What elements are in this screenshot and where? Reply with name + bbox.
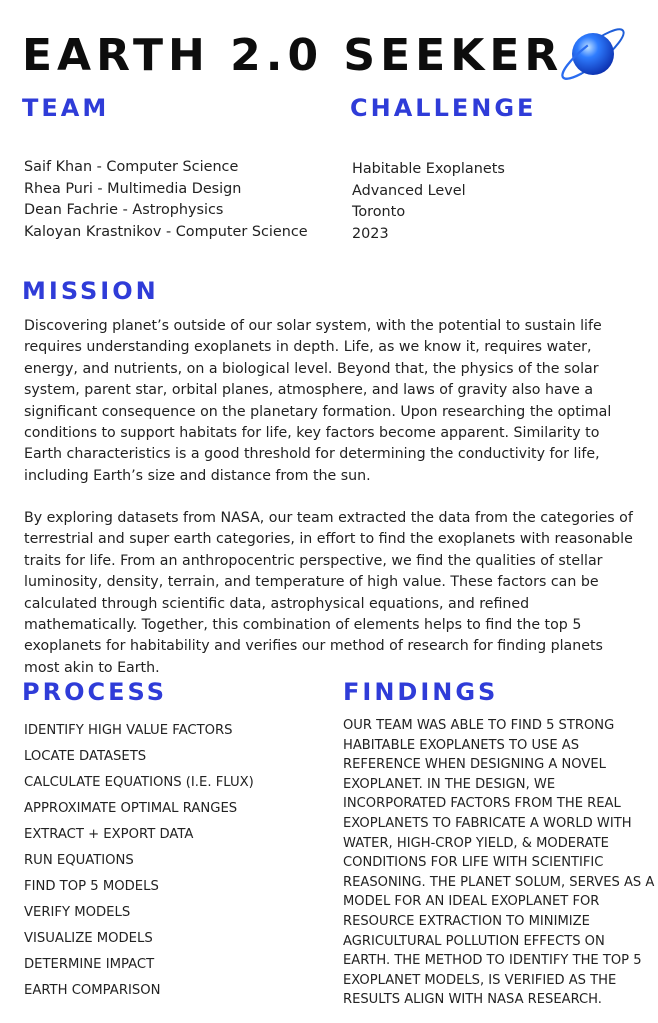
process-step: EARTH COMPARISON — [24, 983, 161, 998]
findings-heading: FINDINGS — [343, 678, 499, 706]
process-step: FIND TOP 5 MODELS — [24, 879, 159, 894]
process-step: APPROXIMATE OPTIMAL RANGES — [24, 801, 238, 816]
process-step: RUN EQUATIONS — [24, 853, 134, 868]
team-member: Dean Fachrie - Astrophysics — [24, 202, 224, 218]
page-title: EARTH 2.0 SEEKER — [22, 30, 564, 81]
team-member: Kaloyan Krastnikov - Computer Science — [24, 223, 308, 240]
process-step: LOCATE DATASETS — [24, 749, 147, 764]
team-member: Rhea Puri - Multimedia Design — [24, 180, 242, 197]
findings-text: OUR TEAM WAS ABLE TO FIND 5 STRONG HABITABLE EXOPLANETS TO USE AS REFERENCE WHEN DESIGNING A NOVEL EXOPLANET. IN THE DESIGN, WE INCORPORATED FACTORS FROM THE REAL EXOPLANETS TO FABRICATE A WORLD WITH WATER, HIGH-CROP YIELD, & MODERATE CONDITIONS FOR LIFE WITH SCIENTIFIC REASONING. THE PLANET SOLUM, SERVES AS A MODEL FOR AN IDEAL EXOPLANET FOR RESOURCE EXTRACTION TO MINIMIZE AGRICULTURAL POLLUTION EFFECTS ON EARTH. THE METHOD TO IDENTIFY THE TOP 5 EXOPLANET MODELS, IS VERIFIED AS THE RESULTS ALIGN WITH NASA RESEARCH. — [343, 718, 655, 1008]
process-step: EXTRACT + EXPORT DATA — [24, 827, 194, 842]
team-list — [24, 157, 308, 243]
process-step: VISUALIZE MODELS — [24, 931, 153, 946]
mission-heading: MISSION — [22, 277, 159, 305]
mission-paragraph: By exploring datasets from NASA, our team extracted the data from the categories of terrestrial and super earth categories, in effort to find the exoplanets with reasonable traits for life. From an anthropocentric perspective, we find the qualities of stellar luminosity, density, terrain, and temperature of high value. These factors can be calculated through scientific data, astrophysical equations, and refined mathematically. Together, this combination of elements helps to find the top 5 exoplanets for habitability and verifies our method of research for finding planets most akin to Earth. — [24, 510, 633, 676]
team-member: Saif Khan - Computer Science — [24, 159, 239, 175]
challenge-item: Advanced Level — [352, 182, 466, 199]
challenge-heading: CHALLENGE — [350, 94, 537, 122]
process-step: CALCULATE EQUATIONS (I.E. FLUX) — [24, 775, 254, 790]
team-heading: TEAM — [22, 94, 110, 122]
planet-with-ring-icon — [556, 24, 630, 84]
process-step: DETERMINE IMPACT — [24, 957, 155, 972]
challenge-item: Toronto — [352, 204, 406, 220]
mission-paragraph: Discovering planet’s outside of our solar system, with the potential to sustain life requires understanding exoplanets in depth. Life, as we know it, requires water, energy, and nutrients, on a biological level. Beyond that, the physics of the solar system, parent star, orbital planes, atmosphere, and laws of gravity also have a significant consequence on the planetary formation. Upon researching the optimal conditions to support habitats for life, key factors become apparent. Similarity to Earth characteristics is a good threshold for determining the conductivity for life, including Earth’s size and distance from the sun. — [24, 318, 612, 484]
process-step: VERIFY MODELS — [24, 905, 131, 920]
process-steps-list — [24, 722, 254, 1008]
challenge-item: Habitable Exoplanets — [352, 161, 505, 177]
challenge-item: 2023 — [352, 225, 389, 242]
challenge-list — [352, 159, 505, 245]
process-heading: PROCESS — [22, 678, 167, 706]
process-step: IDENTIFY HIGH VALUE FACTORS — [24, 723, 233, 738]
